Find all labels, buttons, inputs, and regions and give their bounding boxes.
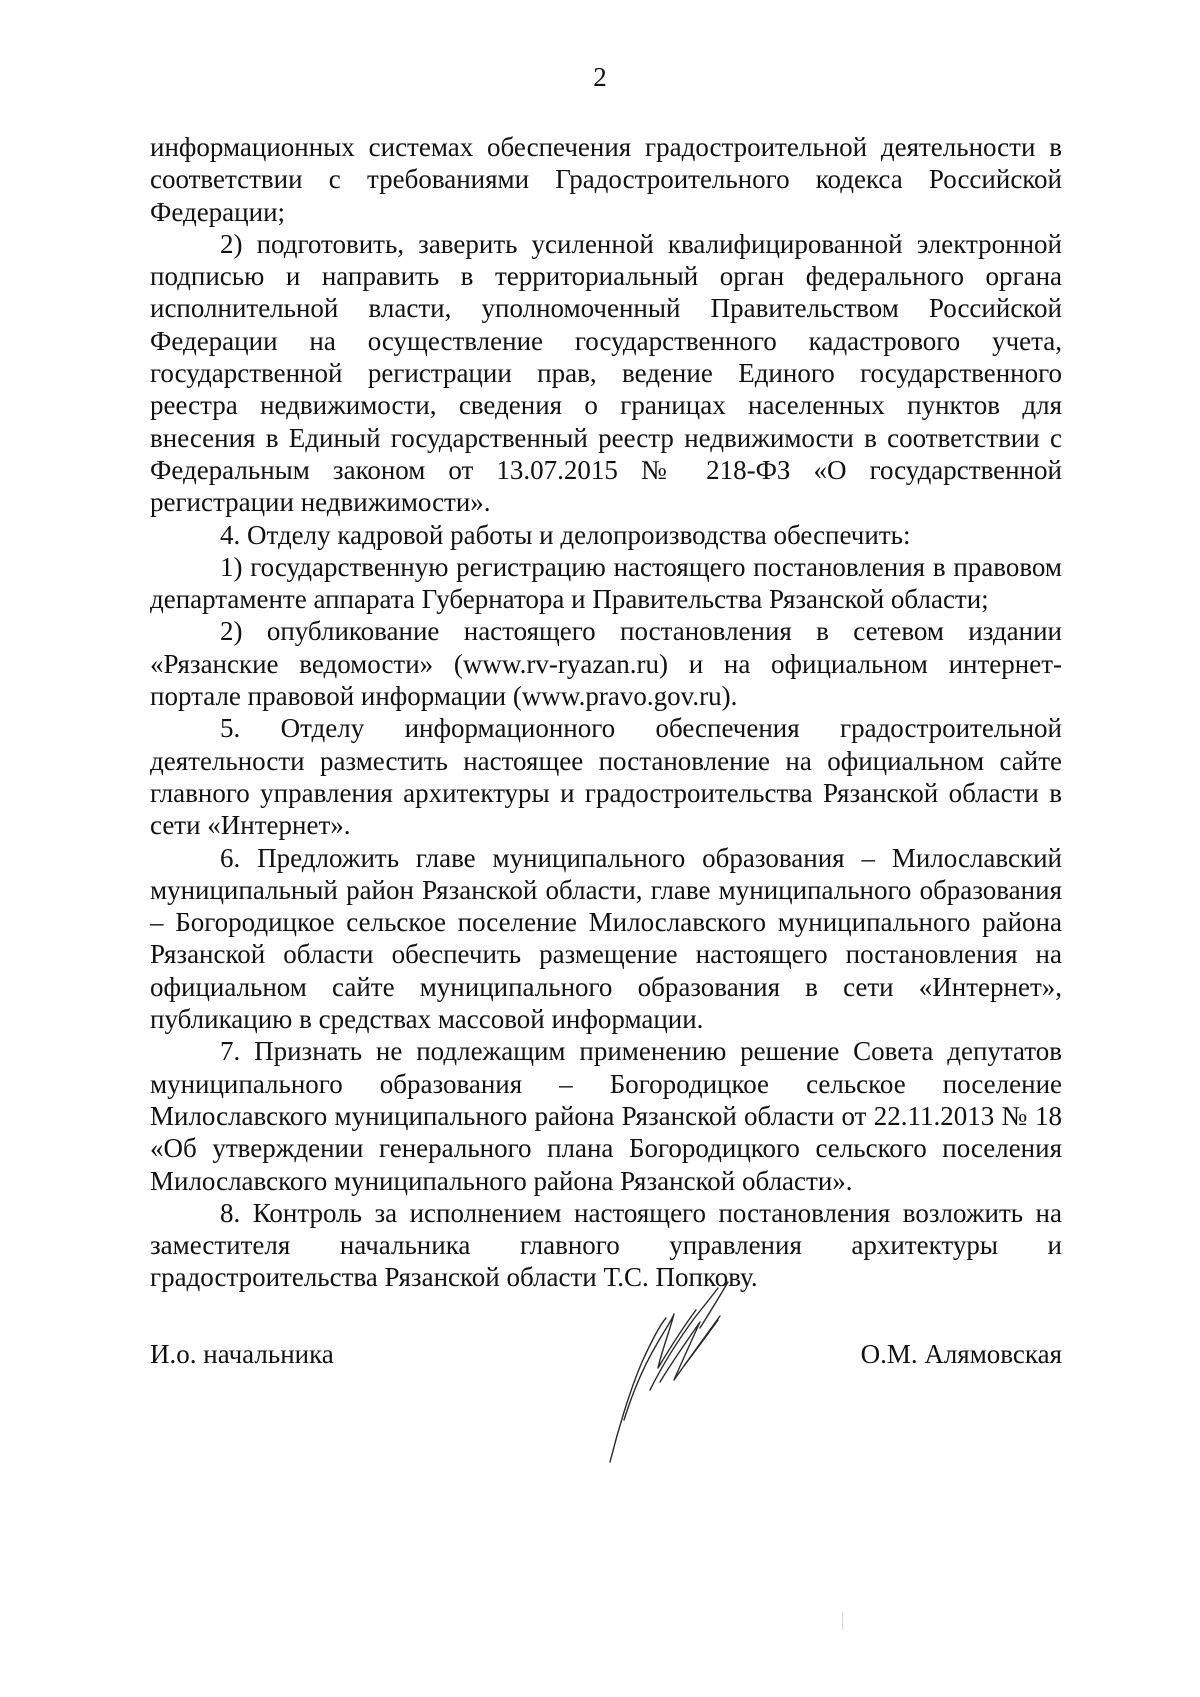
scan-artifact [842,1612,843,1630]
signer-title: И.о. начальника [150,1339,334,1369]
paragraph-7-repeal: 7. Признать не подлежащим применению решение Совета депутатов муниципального образования – Богородицкое сельское поселение Милославского муниципального района Рязанской области от 22.11.2013 № 18 «Об утверждении генерального плана Богородицкого сельского поселения Милославского муниципального района Рязанской области». [150,1036,1062,1196]
signer-name: О.М. Алямовская [860,1339,1062,1369]
document-body [150,131,1062,1294]
paragraph-continuation: информационных системах обеспечения градостроительной деятельности в соответствии с требованиями Градостроительного кодекса Российской Федерации; [150,132,1062,227]
paragraph-6-municipal-proposal: 6. Предложить главе муниципального образования – Милославский муниципальный район Рязанской области, главе муниципального образования – Богородицкое сельское поселение Милославского муниципального района Рязанской области обеспечить размещение настоящего постановления на официальном сайте муниципального образования в сети «Интернет», публикацию в средствах массовой информации. [150,842,1062,1035]
paragraph-4-2-publication: 2) опубликование настоящего постановления в сетевом издании «Рязанские ведомости» (www.rv-ryazan.ru) и на официальном интернет-портале правовой информации (www.pravo.gov.ru). [150,616,1062,712]
paragraph-3-2-signature-submission: 2) подготовить, заверить усиленной квалифицированной электронной подписью и направить в территориальный орган федерального органа исполнительной власти, уполномоченный Правительством Российской Федерации на осуществление государственного кадастрового учета, государственной регистрации прав, ведение Единого государственного реестра недвижимости, сведения о границах населенных пунктов для внесения в Единый государственный реестр недвижимости в соответствии с Федеральным законом от 13.07.2015 № 218-ФЗ «О государственной регистрации недвижимости». [150,228,1062,518]
paragraph-8-control: 8. Контроль за исполнением настоящего постановления возложить на заместителя начальника главного управления архитектуры и градостроительства Рязанской области Т.С. Попкову. [150,1197,1062,1293]
paragraph-5-website-posting: 5. Отделу информационного обеспечения градостроительной деятельности разместить настоящее постановление на официальном сайте главного управления архитектуры и градостроительства Рязанской области в сети «Интернет». [150,713,1062,841]
paragraph-4-heading: 4. Отделу кадровой работы и делопроизводства обеспечить: [220,519,911,550]
page-number: 2 [593,62,607,92]
paragraph-4-1-registration: 1) государственную регистрацию настоящего постановления в правовом департаменте аппарата Губернатора и Правительства Рязанской области; [150,551,1062,615]
handwritten-signature [600,1270,750,1470]
